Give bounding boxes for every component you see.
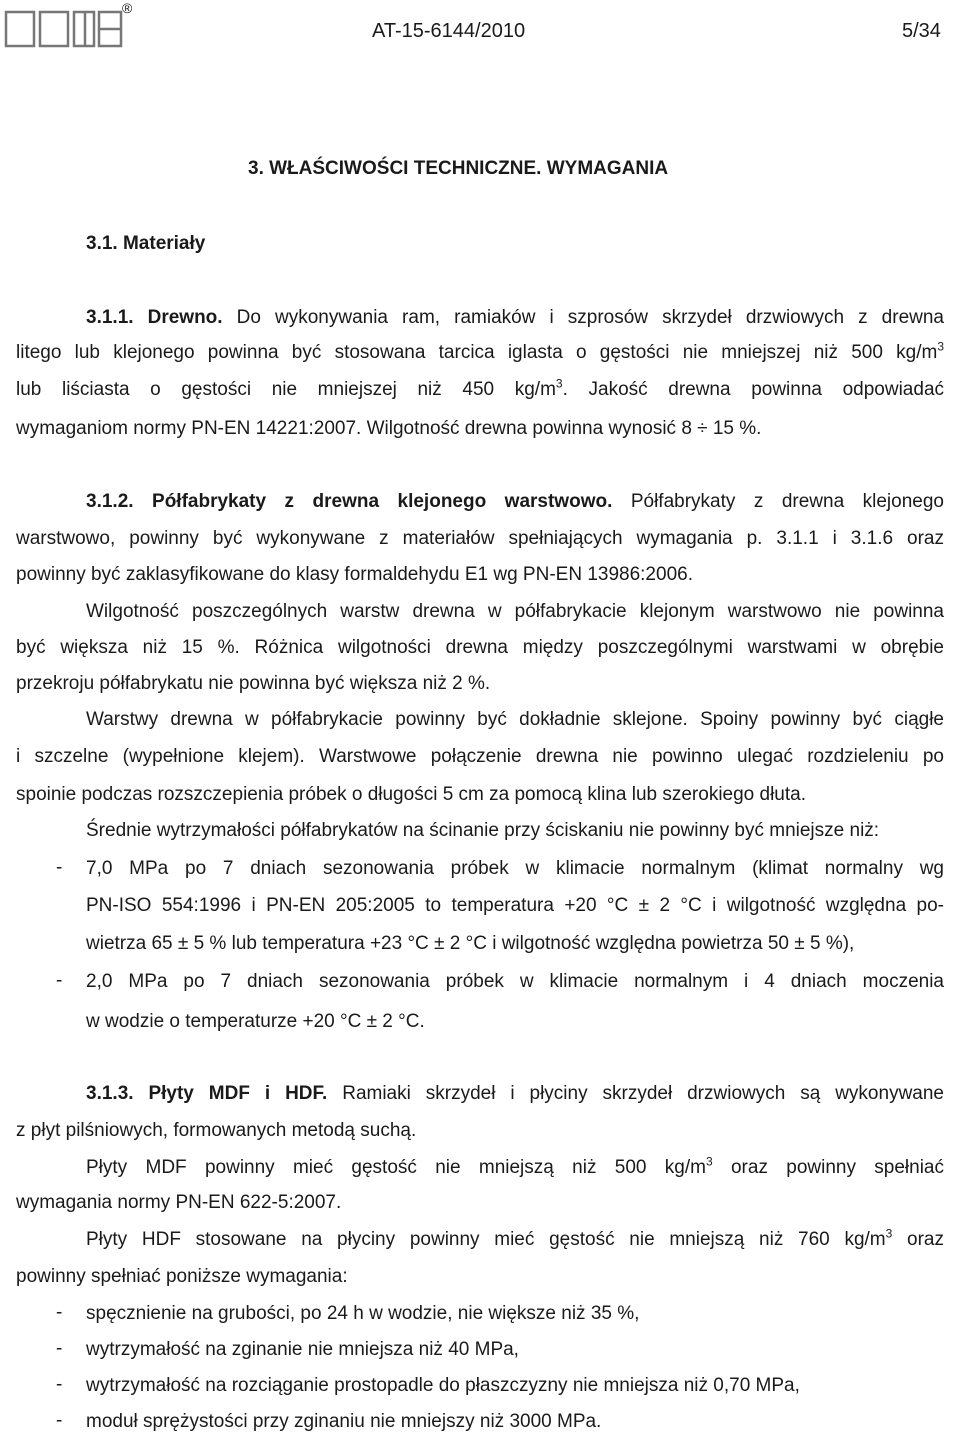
text: Płyty HDF stosowane na płyciny powinny mieć gęstość nie mniejszą niż 760 kg/m: [86, 1229, 886, 1250]
paragraph-line: [16, 341, 944, 365]
list-dash: -: [56, 857, 63, 878]
list-item: 2,0 MPa po 7 dniach sezonowania próbek w klimacie normalnym i 4 dniach moczenia: [86, 971, 944, 992]
s312-heading: 3.1.2. Półfabrykaty z drewna klejonego warstwowo.: [86, 491, 613, 512]
subsection-title: 3.1. Materiały: [86, 233, 206, 254]
registered-mark: ®: [122, 0, 133, 16]
superscript: 3: [937, 339, 944, 354]
itb-logo: [4, 0, 134, 48]
paragraph-line: być większa niż 15 %. Różnica wilgotności drewna między poszczególnymi warstwami w obrębie: [16, 637, 944, 658]
superscript: 3: [705, 1154, 713, 1169]
list-item: moduł sprężystości przy zginaniu nie mniejszy niż 3000 MPa.: [86, 1411, 602, 1432]
list-dash: -: [56, 1374, 63, 1395]
list-item: 7,0 MPa po 7 dniach sezonowania próbek w klimacie normalnym (klimat normalny wg: [86, 858, 944, 879]
paragraph-line: przekroju półfabrykatu nie powinna być większa niż 2 %.: [16, 673, 491, 694]
text: Półfabrykaty z drewna klejonego: [630, 491, 944, 512]
superscript: 3: [555, 376, 563, 391]
list-item: wytrzymałość na rozciąganie prostopadle do płaszczyzny nie mniejsza niż 0,70 MPa,: [86, 1375, 800, 1396]
text: Ramiaki skrzydeł i płyciny skrzydeł drzwiowych są wykonywane: [342, 1083, 944, 1104]
paragraph-line: [16, 1082, 944, 1106]
s311-heading: 3.1.1. Drewno.: [86, 307, 223, 328]
page-number: 5/34: [902, 20, 941, 42]
text: litego lub klejonego powinna być stosowana tarcica iglasta o gęstości nie mniejszej niż 500 kg/m: [16, 342, 938, 363]
paragraph-line: powinny być zaklasyfikowane do klasy formaldehydu E1 wg PN-EN 13986:2006.: [16, 564, 693, 585]
text: . Jakość drewna powinna odpowiadać: [562, 379, 945, 400]
paragraph-line: [16, 490, 944, 514]
paragraph-line: [16, 306, 944, 330]
paragraph-line: Warstwy drewna w półfabrykacie powinny być dokładnie sklejone. Spoiny powinny być ciągłe: [86, 709, 944, 730]
paragraph-line: warstwowo, powinny być wykonywane z materiałów spełniających wymagania p. 3.1.1 i 3.1.6 oraz: [16, 528, 944, 549]
list-dash: -: [56, 970, 63, 991]
section-title: 3. WŁAŚCIWOŚCI TECHNICZNE. WYMAGANIA: [248, 158, 669, 179]
list-dash: -: [56, 1302, 63, 1323]
paragraph-line: [16, 378, 944, 402]
list-item: spęcznienie na grubości, po 24 h w wodzie, nie większe niż 35 %,: [86, 1303, 640, 1324]
text: oraz powinny spełniać: [730, 1157, 944, 1178]
paragraph-line: Średnie wytrzymałości półfabrykatów na ścinanie przy ściskaniu nie powinny być mniejsze niż:: [86, 820, 880, 841]
text: oraz: [907, 1229, 944, 1250]
text: lub liściasta o gęstości nie mniejszej niż 450 kg/m: [16, 379, 556, 400]
list-item-cont: wietrza 65 ± 5 % lub temperatura +23 °C ± 2 °C i wilgotność względna powietrza 50 ± 5 %),: [86, 933, 855, 954]
list-item-cont: PN-ISO 554:1996 i PN-EN 205:2005 to temperatura +20 °C ± 2 °C i wilgotność względna po-: [86, 895, 944, 916]
list-item-cont: w wodzie o temperaturze +20 °C ± 2 °C.: [86, 1011, 425, 1032]
paragraph-line: z płyt pilśniowych, formowanych metodą suchą.: [16, 1120, 417, 1141]
list-dash: -: [56, 1410, 63, 1431]
paragraph-line: Wilgotność poszczególnych warstw drewna w półfabrykacie klejonym warstwowo nie powinna: [86, 601, 944, 622]
superscript: 3: [885, 1226, 893, 1241]
list-item: wytrzymałość na zginanie nie mniejsza niż 40 MPa,: [86, 1339, 519, 1360]
paragraph-line: [16, 1156, 944, 1180]
paragraph-line: [16, 1228, 944, 1252]
paragraph-line: powinny spełniać poniższe wymagania:: [16, 1266, 348, 1287]
paragraph-line: wymaganiom normy PN-EN 14221:2007. Wilgotność drewna powinna wynosić 8 ÷ 15 %.: [16, 418, 762, 439]
paragraph-line: wymagania normy PN-EN 622-5:2007.: [16, 1192, 342, 1213]
paragraph-line: i szczelne (wypełnione klejem). Warstwowe połączenie drewna nie powinno ulegać rozdzieleniu po: [16, 746, 944, 767]
paragraph-line: spoinie podczas rozszczepienia próbek o długości 5 cm za pomocą klina lub szerokiego dłuta.: [16, 784, 806, 805]
list-dash: -: [56, 1338, 63, 1359]
text: Płyty MDF powinny mieć gęstość nie mniejszą niż 500 kg/m: [86, 1157, 706, 1178]
document-code: AT-15-6144/2010: [372, 20, 526, 42]
text: Do wykonywania ram, ramiaków i szprosów skrzydeł drzwiowych z drewna: [236, 307, 944, 328]
s313-heading: 3.1.3. Płyty MDF i HDF.: [86, 1083, 328, 1104]
